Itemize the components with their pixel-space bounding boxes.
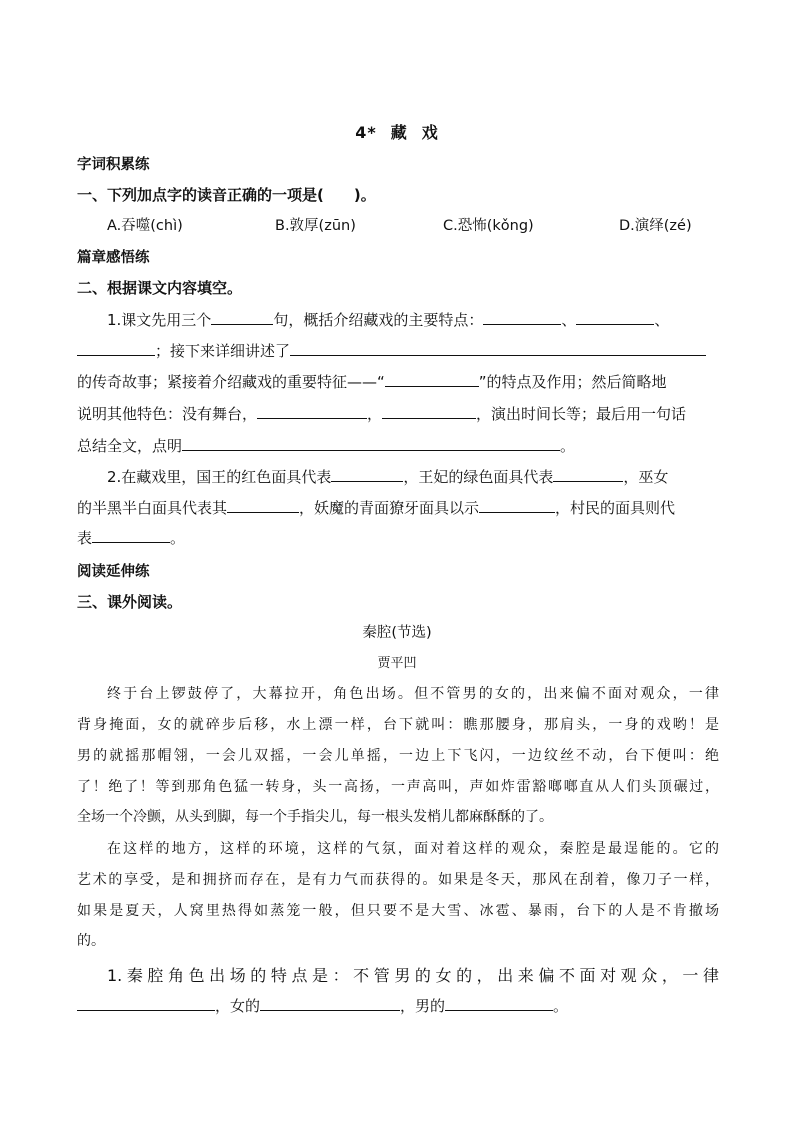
question-1-prompt: 一、下列加点字的读音正确的一项是( )。 xyxy=(77,186,376,204)
passage-line: 背身掩面，女的就碎步后移，水上漂一样，台下就叫：瞧那腰身，那肩头，一身的戏哟！是 xyxy=(77,717,719,733)
fill-1-line-1: 1.课文先用三个 句，概括介绍藏戏的主要特点： 、 、 xyxy=(107,311,670,329)
lesson-number: 4* xyxy=(355,123,377,142)
fill-2-line-2: 的半黑半白面具代表其 ，妖魔的青面獠牙面具以示 ，村民的面具则代 xyxy=(77,499,676,517)
lesson-title-char-1: 藏 xyxy=(390,123,408,142)
passage-line: 男的就摇那帽翎，一会儿双摇，一会儿单摇，一边上下飞闪，一边纹丝不动，台下便叫：绝 xyxy=(77,748,719,764)
fill-2-line-3: 表 。 xyxy=(77,529,186,547)
section-heading-extended-reading: 阅读延伸练 xyxy=(77,564,150,580)
passage-title: 秦腔(节选) xyxy=(362,625,432,641)
blank-input[interactable] xyxy=(257,403,367,419)
passage-line: 的。 xyxy=(77,933,105,949)
question-2-prompt: 二、根据课文内容填空。 xyxy=(77,279,243,297)
option-b[interactable]: B.敦厚(zūn) xyxy=(275,218,356,234)
section-heading-comprehension: 篇章感悟练 xyxy=(77,250,150,266)
blank-input[interactable] xyxy=(290,340,706,356)
option-a[interactable]: A.吞噬(chì) xyxy=(107,218,183,234)
blank-input[interactable] xyxy=(182,435,560,451)
fill-2-line-1: 2.在藏戏里，国王的红色面具代表 ，王妃的绿色面具代表 ，巫女 xyxy=(107,468,669,486)
question-3-prompt: 三、课外阅读。 xyxy=(77,593,183,611)
passage-line: 在这样的地方，这样的环境，这样的气氛，面对着这样的观众，秦腔是最逞能的。它的 xyxy=(107,841,719,857)
passage-line: 艺术的享受，是和拥挤而存在，是有力气而获得的。如果是冬天，那风在刮着，像刀子一样， xyxy=(77,872,719,888)
blank-input[interactable] xyxy=(553,466,623,482)
blank-input[interactable] xyxy=(77,995,215,1011)
blank-input[interactable] xyxy=(260,995,400,1011)
passage-line: 如果是夏天，人窝里热得如蒸笼一般，但只要不是大雪、冰雹、暴雨，台下的人是不肯撤场 xyxy=(77,903,719,919)
blank-input[interactable] xyxy=(445,995,553,1011)
passage-line: 了！绝了！等到那角色猛一转身，头一高扬，一声高叫，声如炸雷豁啷啷直从人们头顶碾过， xyxy=(77,779,719,795)
blank-input[interactable] xyxy=(479,497,555,513)
blank-input[interactable] xyxy=(92,527,170,543)
fill-1-line-2: ；接下来详细讲述了 xyxy=(77,340,719,361)
fill-1-line-3: 的传奇故事；紧接着介绍藏戏的重要特征——“ ”的特点及作用；然后简略地 xyxy=(77,373,667,391)
passage-author: 贾平凹 xyxy=(377,656,417,671)
blank-input[interactable] xyxy=(77,340,155,356)
lesson-title xyxy=(0,120,794,143)
section-heading-vocabulary: 字词积累练 xyxy=(77,157,150,173)
blank-input[interactable] xyxy=(227,497,299,513)
blank-input[interactable] xyxy=(211,309,273,325)
blank-input[interactable] xyxy=(483,309,561,325)
option-c[interactable]: C.恐怖(kǒng) xyxy=(443,218,534,234)
blank-input[interactable] xyxy=(331,466,403,482)
fill-1-line-5: 总结全文，点明 。 xyxy=(77,437,576,455)
passage-line: 终于台上锣鼓停了，大幕拉开，角色出场。但不管男的女的，出来偏不面对观众，一律 xyxy=(107,686,719,702)
reading-question-1-line-1: 1.秦腔角色出场的特点是：不管男的女的，出来偏不面对观众，一律 xyxy=(107,966,719,985)
lesson-title-char-2: 戏 xyxy=(421,123,439,142)
fill-1-line-4: 说明其他特色：没有舞台， ， ，演出时间长等；最后用一句话 xyxy=(77,405,687,423)
blank-input[interactable] xyxy=(382,403,476,419)
blank-input[interactable] xyxy=(576,309,654,325)
reading-question-1-line-2: ，女的 ，男的 。 xyxy=(77,995,719,1016)
passage-line: 全场一个冷颤，从头到脚，每一个手指尖儿，每一根头发梢儿都麻酥酥的了。 xyxy=(77,809,553,825)
option-d[interactable]: D.演绎(zé) xyxy=(619,218,692,234)
blank-input[interactable] xyxy=(385,371,479,387)
